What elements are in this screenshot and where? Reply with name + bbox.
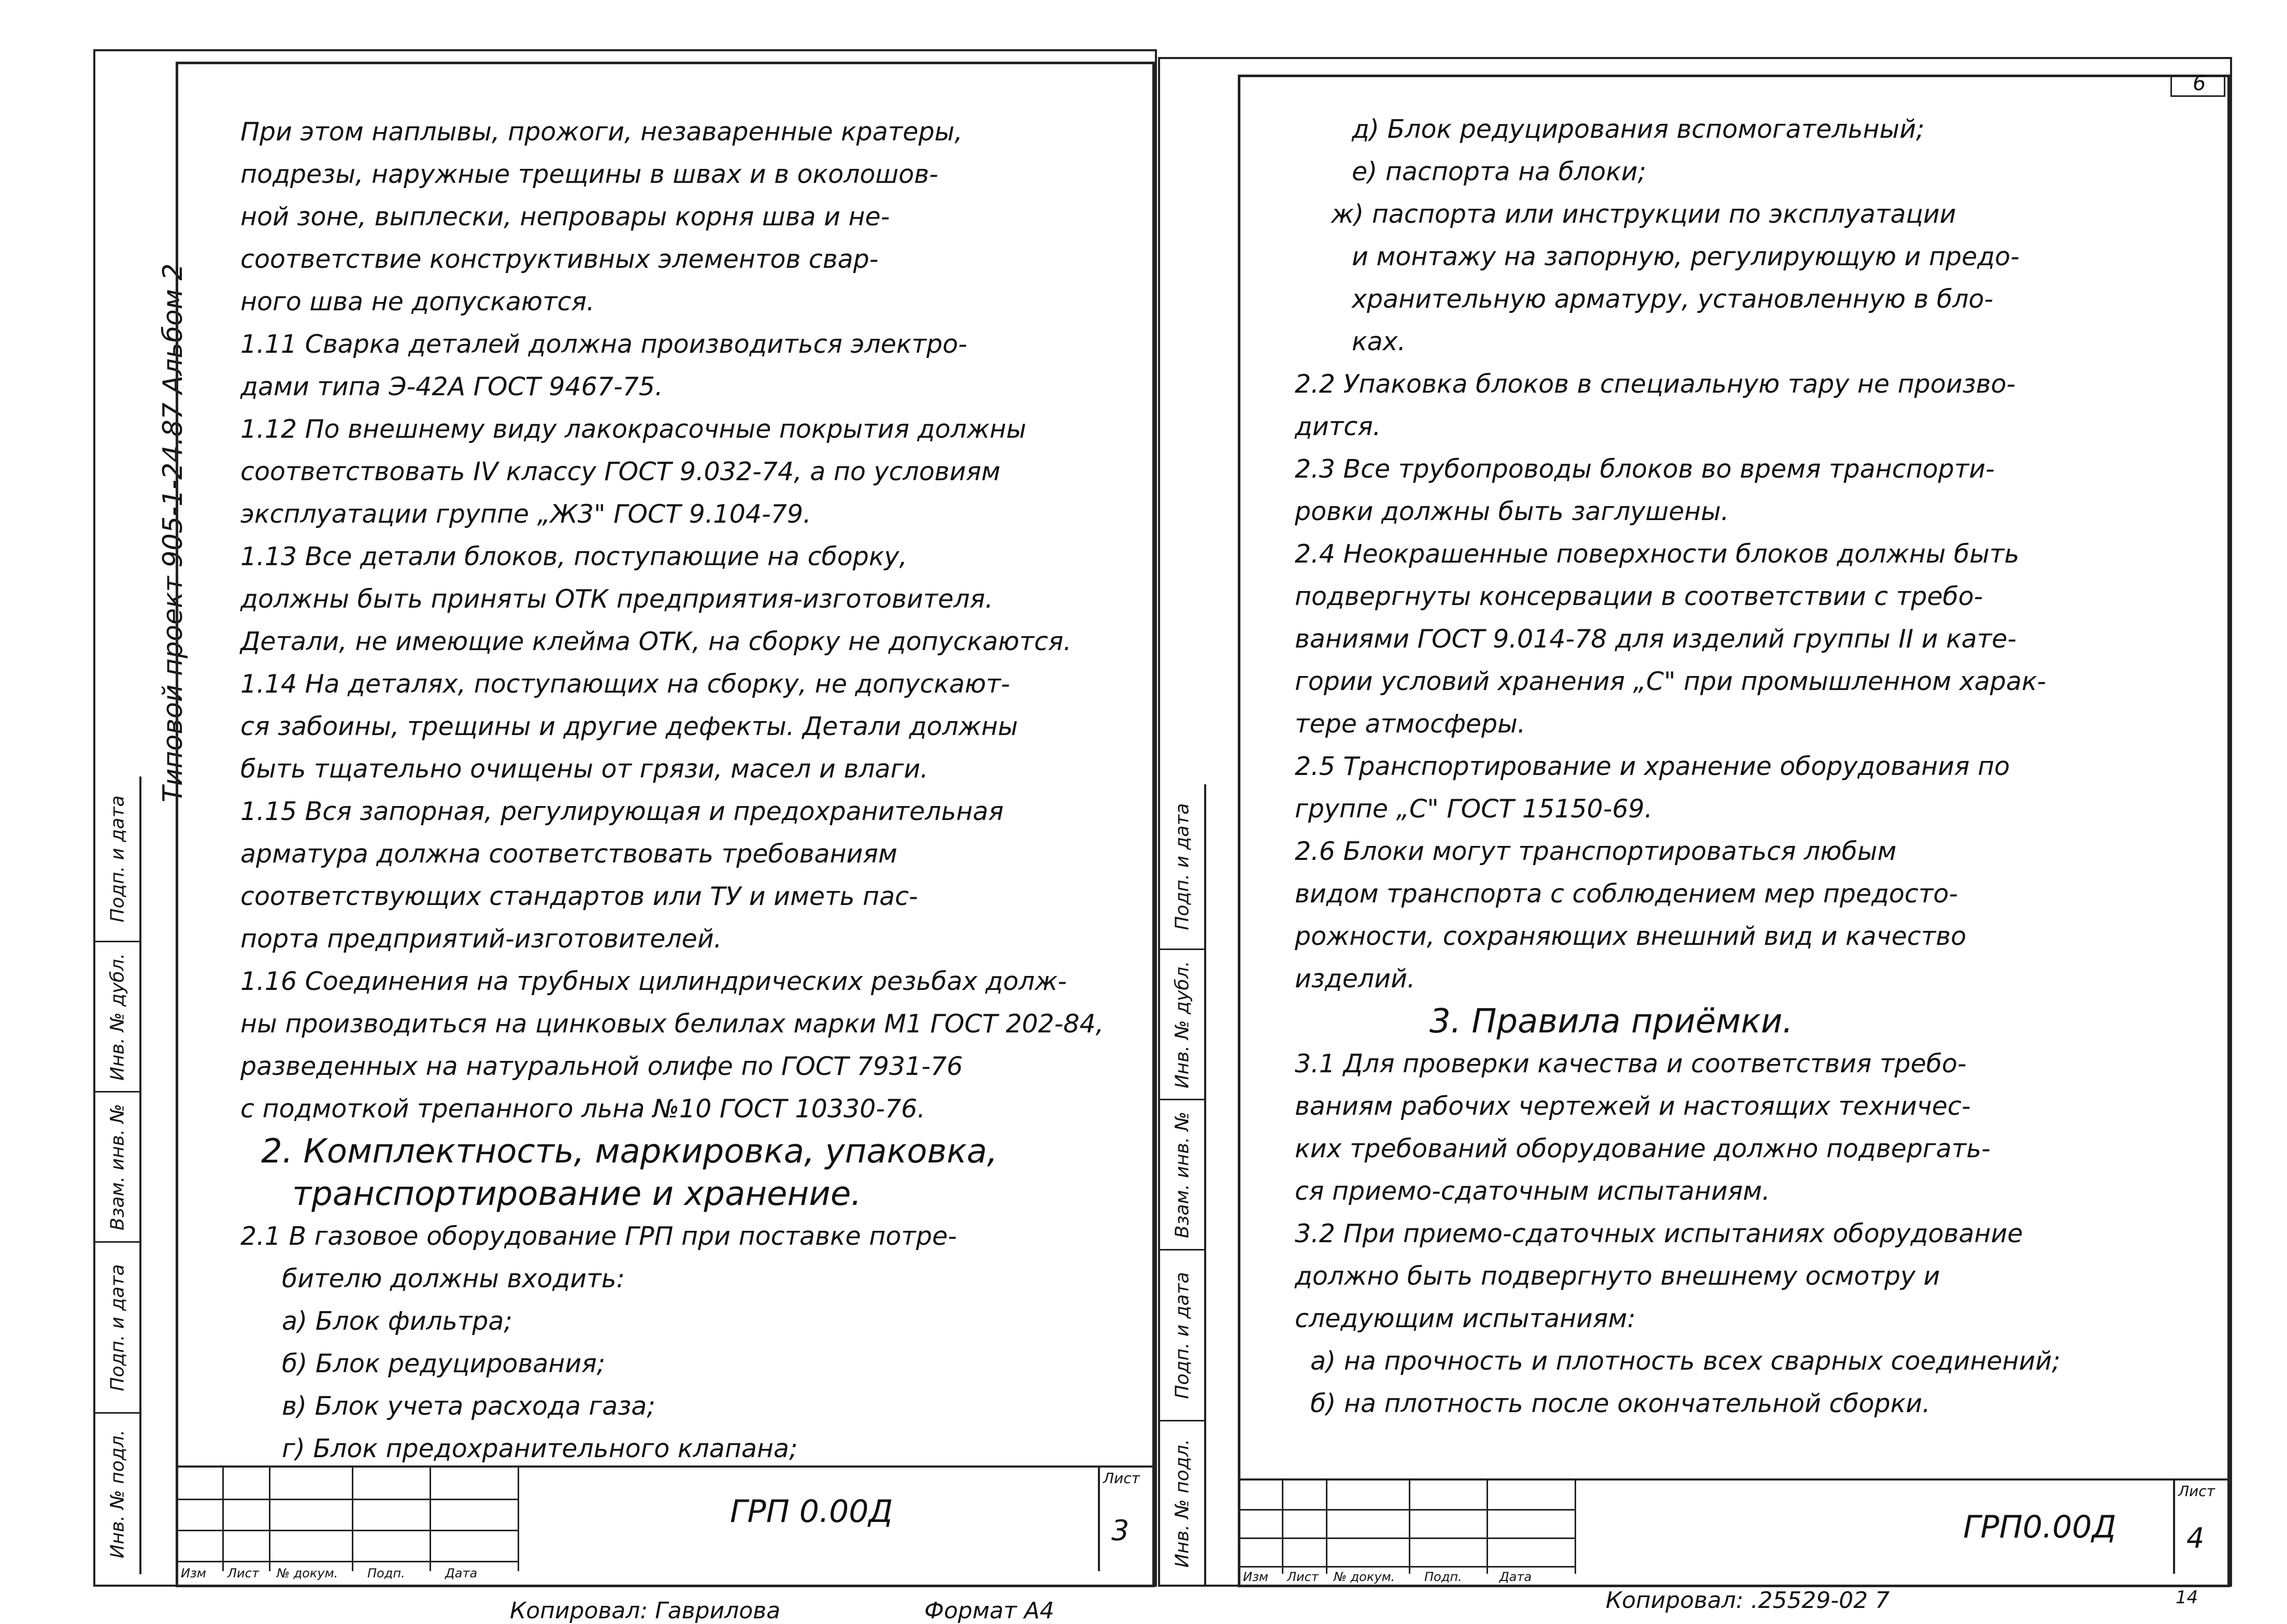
- tb-col: [1238, 1481, 1576, 1574]
- strip-cell: [1160, 1421, 1204, 1585]
- section-heading: 2. Комплектность, маркировка, упаковка,: [261, 1132, 998, 1171]
- text-line: соответствие конструктивных элементов свар-: [240, 245, 879, 274]
- text-line: 3.2 При приемо-сдаточных испытаниях оборудование: [1295, 1219, 2023, 1248]
- sheet-number-box: [1098, 1468, 1154, 1571]
- text-line: 2.4 Неокрашенные поверхности блоков должны быть: [1295, 539, 2020, 569]
- text-line: следующим испытаниям:: [1295, 1304, 1636, 1333]
- tb-col-label: Изм: [1243, 1570, 1268, 1584]
- tb-col-label: Подп.: [1424, 1570, 1462, 1584]
- tb-col-label: Подп.: [367, 1566, 405, 1580]
- text-line: и монтажу на запорную, регулирующую и предо-: [1352, 242, 2020, 271]
- text-line: соответствовать IV классу ГОСТ 9.032-74, а по условиям: [240, 457, 1000, 486]
- corner-number: 6: [2193, 71, 2206, 95]
- right-body-text: [1295, 108, 2061, 1425]
- tb-col-label: Дата: [445, 1566, 478, 1580]
- text-line: 1.15 Вся запорная, регулирующая и предохранительная: [240, 797, 1004, 826]
- text-line: ного шва не допускаются.: [240, 287, 595, 317]
- strip-label: Взам. инв. №: [107, 1103, 128, 1230]
- text-line: 2.6 Блоки могут транспортироваться любым: [1295, 837, 1897, 866]
- text-line: подвергнуты консервации в соответствии с требо-: [1295, 582, 1983, 611]
- sheet-number-box: [2173, 1481, 2229, 1574]
- text-line: хранительную арматуру, установленную в бло-: [1352, 284, 1994, 314]
- strip-label: Инв. № подл.: [1171, 1439, 1193, 1568]
- strip-cell: [95, 1414, 139, 1574]
- text-line: д) Блок редуцирования вспомогательный;: [1352, 114, 1925, 144]
- right-binding-strip: [1160, 784, 1206, 1585]
- text-line: При этом наплывы, прожоги, незаваренные кратеры,: [240, 117, 963, 147]
- tb-col-label: № докум.: [277, 1566, 338, 1580]
- section-heading: 3. Правила приёмки.: [1430, 1002, 1793, 1041]
- text-line: ваниям рабочих чертежей и настоящих техничес-: [1295, 1091, 1971, 1121]
- text-line: разведенных на натуральной олифе по ГОСТ 7931-76: [240, 1052, 963, 1081]
- strip-label: Взам. инв. №: [1171, 1111, 1193, 1238]
- tb-col-label: Изм: [181, 1566, 206, 1580]
- copied-by: Копировал: .25529-02 7: [1606, 1587, 1890, 1614]
- left-body-text: [240, 111, 1104, 1470]
- strip-label: Инв. № дубл.: [107, 953, 128, 1081]
- text-line: 2.5 Транспортирование и хранение оборудования по: [1295, 752, 2010, 781]
- tb-col-label: № докум.: [1334, 1570, 1395, 1584]
- text-line: быть тщательно очищены от грязи, масел и влаги.: [240, 754, 928, 784]
- document-code: ГРП0.00Д: [1963, 1509, 2117, 1545]
- text-line: ких требований оборудование должно подвергать-: [1295, 1134, 1991, 1163]
- text-line: арматура должна соответствовать требованиям: [240, 839, 897, 869]
- text-line: подрезы, наружные трещины в швах и в околошов-: [240, 160, 938, 189]
- text-line: 1.11 Сварка деталей должна производиться электро-: [240, 329, 967, 359]
- left-sheet: [93, 49, 1157, 1624]
- text-line: изделий.: [1295, 964, 1416, 994]
- text-line: ж) паспорта или инструкции по эксплуатации: [1331, 199, 1956, 229]
- text-line: 1.13 Все детали блоков, поступающие на сборку,: [240, 542, 907, 571]
- text-line: 1.16 Соединения на трубных цилиндрических резьбах долж-: [240, 967, 1067, 996]
- text-line: г) Блок предохранительного клапана;: [282, 1434, 798, 1463]
- text-line: ся забоины, трещины и другие дефекты. Детали должны: [240, 712, 1018, 741]
- sheet-number: 3: [1111, 1514, 1130, 1547]
- text-line: эксплуатации группе „Ж3" ГОСТ 9.104-79.: [240, 499, 811, 529]
- text-line: видом транспорта с соблюдением мер предосто-: [1295, 879, 1958, 909]
- sheet-label: Лист: [1103, 1470, 1140, 1487]
- strip-label: Подп. и дата: [1171, 802, 1193, 930]
- right-title-block: [1238, 1478, 2227, 1584]
- text-line: тере атмосферы.: [1295, 709, 1526, 739]
- text-line: 2.2 Упаковка блоков в специальную тару не произво-: [1295, 369, 2016, 399]
- section-heading: транспортирование и хранение.: [292, 1175, 862, 1213]
- tb-col-label: Дата: [1499, 1570, 1532, 1584]
- tb-col-label: Лист: [227, 1566, 259, 1580]
- strip-cell: [1160, 1100, 1204, 1251]
- right-sheet: [1158, 57, 2232, 1614]
- text-line: Детали, не имеющие клейма ОТК, на сборку не допускаются.: [240, 627, 1071, 656]
- text-line: с подмоткой трепанного льна №10 ГОСТ 10330-76.: [240, 1094, 925, 1124]
- text-line: ваниями ГОСТ 9.014-78 для изделий группы II и кате-: [1295, 624, 2017, 654]
- side-title: Типовой проект 905-1-24.87 Альбом 2: [158, 263, 189, 802]
- text-line: в) Блок учета расхода газа;: [282, 1391, 655, 1421]
- text-line: ках.: [1352, 327, 1406, 356]
- strip-label: Подп. и дата: [107, 1263, 128, 1391]
- left-binding-strip: [95, 777, 141, 1574]
- text-line: 3.1 Для проверки качества и соответствия требо-: [1295, 1049, 1967, 1079]
- text-line: 2.1 В газовое оборудование ГРП при поставке потре-: [240, 1221, 957, 1251]
- text-line: должны быть приняты ОТК предприятия-изготовителя.: [240, 584, 993, 614]
- sheet-label: Лист: [2178, 1483, 2215, 1500]
- copied-by: Копировал: Гаврилова: [510, 1598, 781, 1624]
- strip-label: Подп. и дата: [107, 795, 128, 923]
- sheet-format: Формат А4: [924, 1598, 1054, 1624]
- strip-cell: [95, 1243, 139, 1414]
- page-number: 14: [2176, 1587, 2198, 1608]
- text-line: ся приемо-сдаточным испытаниям.: [1295, 1176, 1770, 1206]
- text-line: б) на плотность после окончательной сборки.: [1310, 1389, 1931, 1418]
- text-line: гории условий хранения „С" при промышленном харак-: [1295, 667, 2047, 696]
- tb-col-label: Лист: [1287, 1570, 1319, 1584]
- text-line: рожности, сохраняющих внешний вид и качество: [1295, 922, 1966, 951]
- strip-cell: [1160, 1251, 1204, 1421]
- text-line: б) Блок редуцирования;: [282, 1349, 606, 1378]
- strip-label: Инв. № дубл.: [1171, 960, 1193, 1088]
- strip-cell: [95, 942, 139, 1093]
- text-line: дится.: [1295, 412, 1381, 441]
- text-line: ны производиться на цинковых белилах марки М1 ГОСТ 202-84,: [240, 1009, 1104, 1039]
- tb-col: [176, 1468, 519, 1571]
- text-line: дами типа Э-42А ГОСТ 9467-75.: [240, 372, 663, 401]
- document-code: ГРП 0.00Д: [730, 1493, 893, 1530]
- text-line: соответствующих стандартов или ТУ и иметь пас-: [240, 882, 918, 911]
- text-line: порта предприятий-изготовителей.: [240, 924, 722, 954]
- strip-cell: [1160, 784, 1204, 950]
- text-line: бителю должны входить:: [282, 1264, 625, 1294]
- text-line: е) паспорта на блоки;: [1352, 157, 1647, 186]
- strip-label: Инв. № подл.: [107, 1429, 128, 1559]
- corner-number-box: [2170, 71, 2225, 97]
- strip-cell: [95, 1093, 139, 1243]
- text-line: а) Блок фильтра;: [282, 1306, 512, 1336]
- strip-cell: [1160, 950, 1204, 1100]
- text-line: ной зоне, выплески, непровары корня шва и не-: [240, 202, 890, 232]
- left-title-block: [176, 1465, 1152, 1580]
- text-line: 1.14 На деталях, поступающих на сборку, не допускают-: [240, 669, 1010, 699]
- text-line: ровки должны быть заглушены.: [1295, 497, 1729, 526]
- strip-cell: [95, 777, 139, 942]
- text-line: 2.3 Все трубопроводы блоков во время транспорти-: [1295, 454, 1995, 484]
- text-line: а) на прочность и плотность всех сварных соединений;: [1310, 1346, 2061, 1376]
- sheet-number: 4: [2186, 1522, 2205, 1555]
- text-line: 1.12 По внешнему виду лакокрасочные покрытия должны: [240, 414, 1026, 444]
- text-line: группе „С" ГОСТ 15150-69.: [1295, 794, 1653, 824]
- strip-label: Подп. и дата: [1171, 1271, 1193, 1399]
- text-line: должно быть подвергнуто внешнему осмотру и: [1295, 1261, 1940, 1291]
